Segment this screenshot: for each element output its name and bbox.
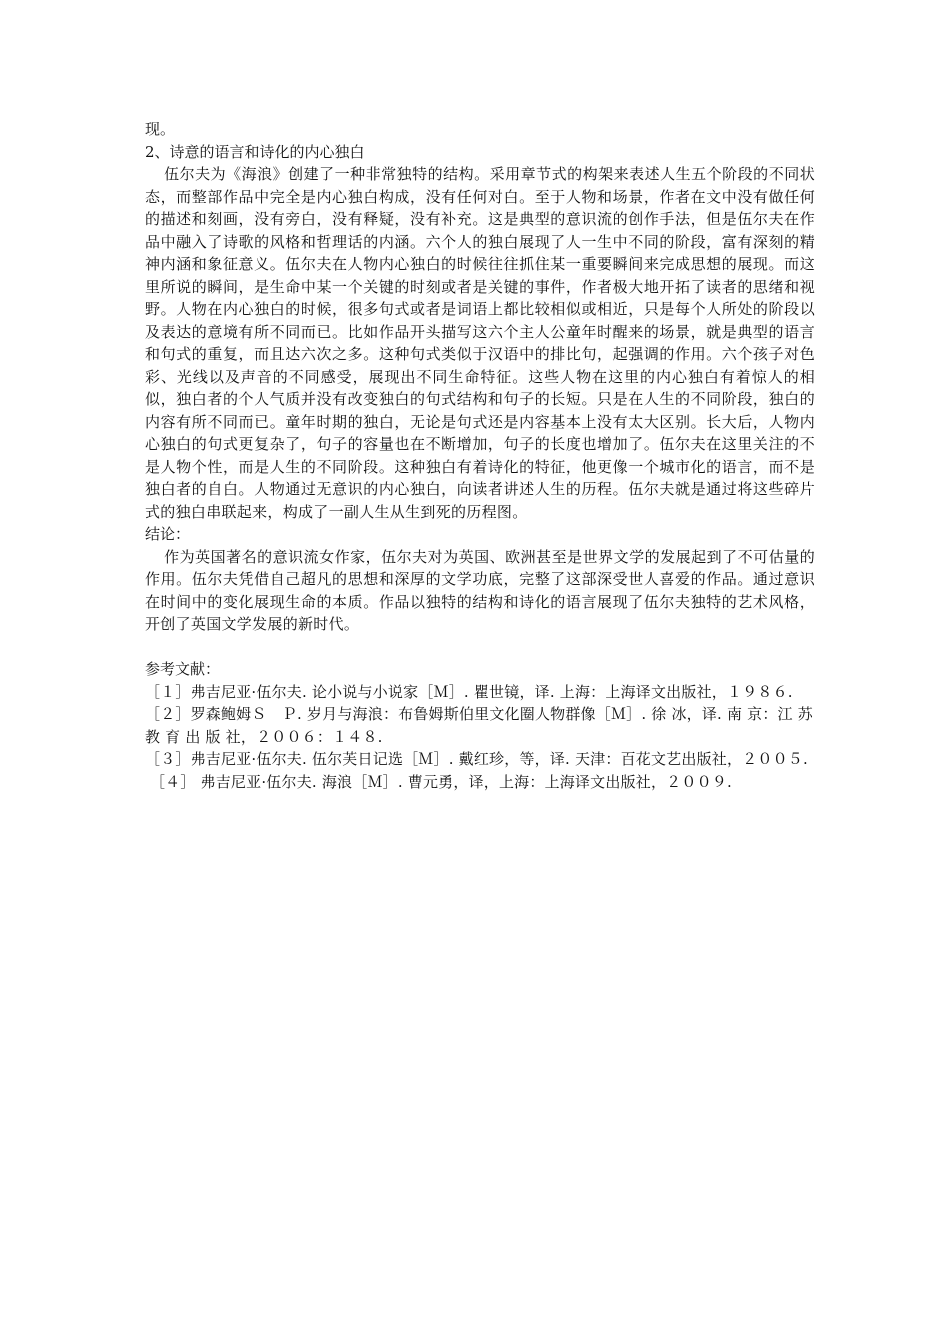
section-2-body: 伍尔夫为《海浪》创建了一种非常独特的结构。采用章节式的构架来表述人生五个阶段的不同状态，而整部作品中完全是内心独白构成，没有任何对白。至于人物和场景，作者在文中没有做任何的描述和刻画，没有旁白，没有释疑，没有补充。这是典型的意识流的创作手法，但是伍尔夫在作品中融入了诗歌的风格和哲理话的内涵。六个人的独白展现了人一生中不同的阶段，富有深刻的精神内涵和象征意义。伍尔夫在人物内心独白的时候往往抓住某一重要瞬间来完成思想的展现。而这里所说的瞬间，是生命中某一个关键的时刻或者是关键的事件，作者极大地开拓了读者的思绪和视野。人物在内心独白的时候，很多句式或者是词语上都比较相似或相近，只是每个人所处的阶段以及表达的意境有所不同而已。比如作品开头描写这六个主人公童年时醒来的场景，就是典型的语言和句式的重复，而且达六次之多。这种句式类似于汉语中的排比句，起强调的作用。六个孩子对色彩、光线以及声音的不同感受，展现出不同生命特征。这些人物在这里的内心独白有着惊人的相似，独白者的个人气质并没有改变独白的句式结构和句子的长短。只是在人生的不同阶段，独白的内容有所不同而已。童年时期的独白，无论是句式还是内容基本上没有太大区别。长大后，人物内心独白的句式更复杂了，句子的容量也在不断增加，句子的长度也增加了。伍尔夫在这里关注的不是人物个性，而是人生的不同阶段。这种独白有着诗化的特征，他更像一个城市化的语言，而不是独白者的自白。人物通过无意识的内心独白，向读者讲述人生的历程。伍尔夫就是通过将这些碎片式的独白串联起来，构成了一副人生从生到死的历程图。 xyxy=(145,165,815,521)
reference-item-3: ［３］弗吉尼亚·伍尔夫. 伍尔芙日记选［Ｍ］. 戴红珍，等，译. 天津：百花文艺出版社，２００５. xyxy=(145,750,808,768)
reference-item-4: ［４］ 弗吉尼亚·伍尔夫. 海浪［Ｍ］. 曹元勇，译，上海：上海译文出版社，２００９. xyxy=(145,772,732,791)
document-page xyxy=(145,118,818,793)
conclusion-heading: 结论： xyxy=(145,525,191,543)
intro-tail-text: 现。 xyxy=(145,120,176,138)
reference-item-2: ［２］罗森鲍姆Ｓ Ｐ. 岁月与海浪：布鲁姆斯伯里文化圈人物群像［Ｍ］. 徐 冰，译. 南 京：江 苏 教 育 出 版 社，２００６：１４８. xyxy=(145,705,818,746)
reference-item-1: ［１］弗吉尼亚·伍尔夫. 论小说与小说家［Ｍ］. 瞿世镜，译. 上海：上海译文出版社，１９８６. xyxy=(145,682,793,701)
references-heading: 参考文献： xyxy=(145,660,221,678)
conclusion-body: 作为英国著名的意识流女作家，伍尔夫对为英国、欧洲甚至是世界文学的发展起到了不可估量的作用。伍尔夫凭借自己超凡的思想和深厚的文学功底，完整了这部深受世人喜爱的作品。通过意识在时间中的变化展现生命的本质。作品以独特的结构和诗化的语言展现了伍尔夫独特的艺术风格，开创了英国文学发展的新时代。 xyxy=(145,547,815,633)
section-2-heading: 2、诗意的语言和诗化的内心独白 xyxy=(145,142,365,161)
spacer xyxy=(145,636,815,659)
